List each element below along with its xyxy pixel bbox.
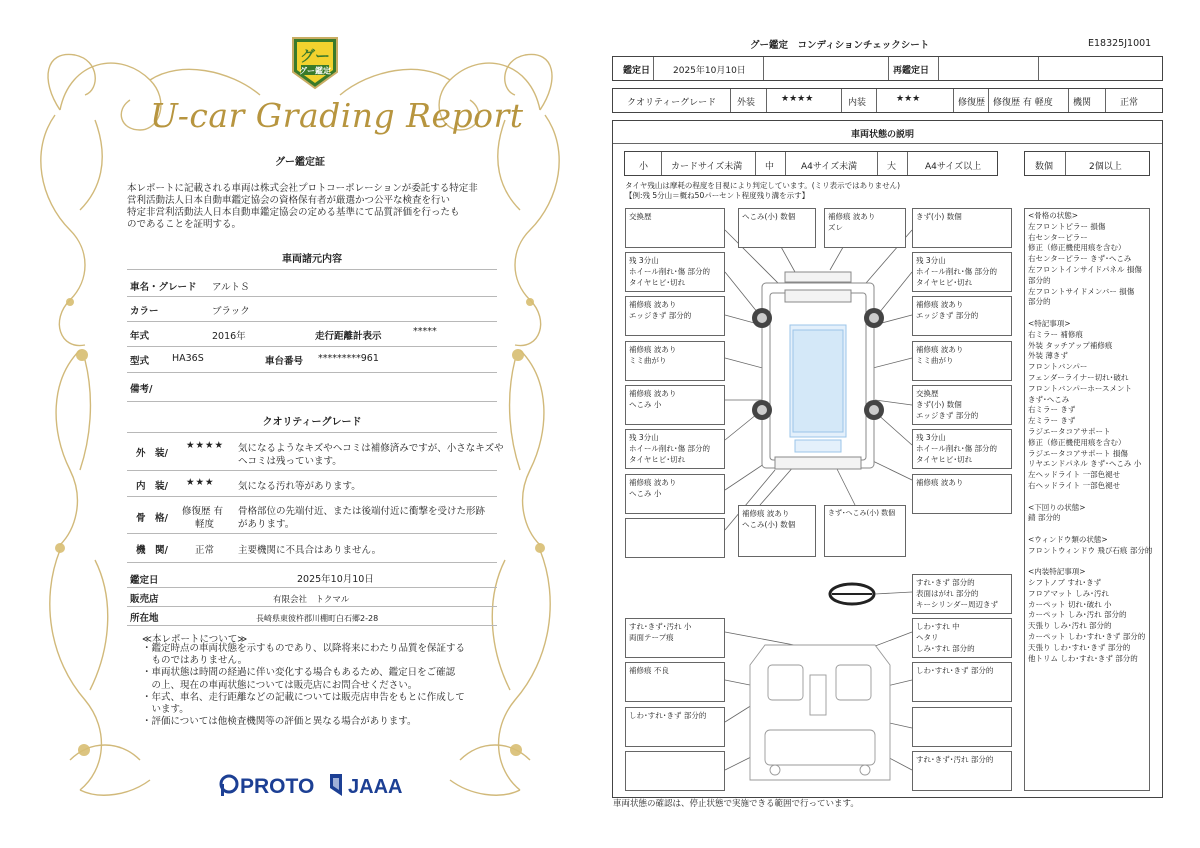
note-line: <ウィンドウ類の状態> [1028, 534, 1108, 544]
notice-line: ・鑑定時点の車両状態を示すものであり、以降将来にわたり品質を保証する [142, 643, 466, 654]
note-box: 交換歴 きず(小) 数個 エッジきず 部分的 [912, 385, 1012, 425]
interior-value: ★★★ [896, 94, 921, 104]
notice-list [142, 643, 465, 728]
note-box: 交換歴 [625, 208, 725, 248]
dealer-value: 有限会社 トクマル [273, 595, 350, 605]
note-line: 天張り しみ･汚れ 部分的 [1028, 621, 1112, 631]
size-large: 大 [887, 162, 897, 172]
note-line: 右ヘッドライト 一部色褪せ [1028, 480, 1121, 490]
report-title: U-car Grading Report [150, 96, 524, 135]
engine-label: 機 関/ [136, 545, 168, 556]
note-line: 修正（修正機使用痕を含む） [1028, 243, 1126, 253]
note-box: 補修痕 波あり ズレ [824, 208, 906, 248]
sheet-title: グー鑑定 コンディションチェックシート [750, 40, 930, 51]
size-medium-desc: A4サイズ未満 [801, 162, 858, 172]
svg-text:グー: グー [299, 47, 331, 65]
frame-label: 骨 格/ [136, 513, 168, 524]
year-label: 年式 [130, 331, 150, 342]
repair-label: 修復歴 [958, 98, 986, 108]
notice-line: ものではありません。 [142, 655, 248, 667]
note-box: 補修痕 波あり [912, 474, 1012, 514]
note-box [912, 707, 1012, 747]
note-line: 外装 タッチアップ補修痕 [1028, 340, 1113, 350]
name-label: 車名・グレード [130, 282, 197, 293]
steering-wheel-icon [830, 584, 874, 604]
interior-rating: ★★★ [186, 477, 215, 488]
footer-logos [218, 770, 418, 804]
engine-rating: 正常 [195, 545, 215, 556]
note-line: 外装 薄きず [1028, 351, 1068, 361]
divider [127, 346, 497, 347]
exterior-desc: 気になるようなキズやヘコミは補修済みですが、小さなキズや [238, 443, 504, 454]
condition-check-sheet [600, 0, 1200, 848]
note-box [625, 518, 725, 558]
note-line: カーペット 切れ･破れ 小 [1028, 599, 1112, 609]
note-line: 天張り しわ･すれ･きず 部分的 [1028, 642, 1131, 652]
mileage-label: 走行距離計表示 [315, 331, 382, 342]
note-box: 補修痕 波あり へこみ 小 [625, 385, 725, 425]
note-box: 補修痕 波あり ミミ曲がり [912, 341, 1012, 381]
condition-title: 車両状態の説明 [851, 130, 915, 140]
count-label: 数個 [1035, 162, 1054, 172]
notice-line: ・評価については他検査機関等の評価と異なる場合があります。 [142, 716, 417, 728]
color-label: カラー [130, 306, 159, 317]
frame-rating-level: 軽度 [195, 519, 215, 530]
car-outline-icon [762, 272, 874, 469]
note-line [1028, 492, 1146, 503]
car-interior-icon [750, 645, 890, 780]
frame-rating: 修復歴 有 [182, 506, 224, 517]
exterior-value: ★★★★ [781, 94, 814, 104]
model-value: HA36S [172, 353, 204, 364]
note-line: ラジエータコアサポート 損傷 [1028, 448, 1128, 458]
note-box: きず(小) 数個 [912, 208, 1012, 248]
certificate-line: 本レポートに記載される車両は株式会社プロトコーポレーションが委託する特定非 [127, 183, 478, 194]
goo-kantei-logo [287, 32, 343, 92]
svg-text:グー鑑定: グー鑑定 [299, 66, 331, 76]
note-box: 残 3分山 ホイール削れ･傷 部分的 タイヤヒビ･切れ [625, 252, 725, 292]
note-line [1028, 524, 1146, 535]
certificate-line: 営利活動法人日本自動車鑑定協会の資格保有者が厳選かつ公平な検査を行い [127, 195, 451, 206]
note-line: 他トリム しわ･すれ･きず 部分的 [1028, 653, 1138, 663]
divider [127, 296, 497, 297]
notice-line: ・車両状態は時間の経過に伴い変化する場合もあるため、鑑定日をご確認 [142, 667, 456, 679]
note-line: フェンダーライナー切れ･破れ [1028, 372, 1129, 382]
note-line: フロントウィンドウ 飛び石痕 部分的 [1028, 545, 1153, 555]
note-box: すれ･きず･汚れ 部分的 [912, 751, 1012, 791]
divider [127, 606, 497, 607]
note-line: 修正（修正機使用痕を含む） [1028, 437, 1126, 447]
remarks-label: 備考/ [130, 384, 153, 395]
note-box: 補修痕 波あり エッジきず 部分的 [625, 296, 725, 336]
mileage-value: ***** [413, 326, 437, 337]
size-small-desc: カードサイズ未満 [671, 162, 743, 172]
note-line: <下回りの状態> [1028, 502, 1086, 512]
note-box [625, 751, 725, 791]
tire-note: タイヤ残山は摩耗の程度を目視により判定しています。(ミリ表示ではありません) [625, 181, 901, 190]
note-box: 補修痕 波あり へこみ 小 [625, 474, 725, 514]
divider [127, 562, 497, 563]
footer-note: 車両状態の確認は、停止状態で実施できる範囲で行っています。 [613, 799, 859, 809]
size-large-desc: A4サイズ以上 [925, 162, 982, 172]
count-desc: 2個以上 [1089, 162, 1122, 172]
divider [127, 321, 497, 322]
notice-title: ≪本レポートについて≫ [142, 634, 248, 645]
dealer-label: 販売店 [130, 594, 159, 605]
interior-label: 内 装/ [136, 481, 168, 492]
model-label: 型式 [130, 356, 150, 367]
appraisal-date-label: 鑑定日 [130, 575, 159, 586]
frame-desc: があります。 [238, 519, 295, 530]
note-line [1028, 557, 1146, 568]
divider [127, 533, 497, 534]
certificate-text [127, 183, 497, 231]
exterior-rating: ★★★★ [186, 440, 225, 451]
address-label: 所在地 [130, 613, 159, 624]
quality-title: クオリティーグレード [262, 417, 362, 428]
tire-note-example: 【例:残 5分山＝概ね50パーセント程度残り溝を示す】 [625, 191, 810, 200]
note-line [1028, 308, 1146, 319]
engine-label: 機関 [1073, 98, 1092, 108]
certificate-line: のであることを証明する。 [127, 219, 242, 230]
brand-logos [218, 770, 418, 800]
note-box: 残 3分山 ホイール削れ･傷 部分的 タイヤヒビ･切れ [912, 252, 1012, 292]
specs-title: 車両諸元内容 [282, 254, 342, 265]
divider [127, 372, 497, 373]
note-line: <特記事項> [1028, 318, 1071, 328]
note-line: きず･へこみ [1028, 394, 1070, 404]
divider [127, 587, 497, 588]
quality-grade-label: クオリティーグレード [627, 98, 717, 108]
note-box: しわ･すれ･きず 部分的 [912, 662, 1012, 702]
note-line: 右センターピラー [1028, 232, 1088, 242]
notice-line: います。 [142, 704, 189, 716]
special-notes [1024, 208, 1153, 791]
divider [127, 432, 497, 433]
note-box: 補修痕 波あり へこみ(小) 数個 [738, 505, 816, 557]
divider [127, 625, 497, 626]
chassis-label: 車台番号 [265, 356, 304, 367]
certificate-line: 特定非営利活動法人日本自動車鑑定協会の定める基準にて品質評価を行ったも [127, 207, 460, 218]
svg-text:PROTO: PROTO [240, 775, 315, 798]
repair-value: 修復歴 有 軽度 [993, 98, 1053, 108]
note-box: しわ･すれ･きず 部分的 [625, 707, 725, 747]
note-line: カーペット しわ･すれ･きず 部分的 [1028, 632, 1146, 642]
note-line: 右ミラー 補修痕 [1028, 329, 1083, 339]
appraisal-date-value: 2025年10月10日 [673, 66, 746, 76]
note-box: へこみ(小) 数個 [738, 208, 816, 248]
note-box: すれ･きず･汚れ 小 両面テープ痕 [625, 618, 725, 658]
notice-line: の上、現在の車両状態については販売店にお問合せください。 [142, 679, 418, 691]
chassis-value: *********961 [318, 353, 379, 364]
note-line: 左フロントピラー 損傷 [1028, 221, 1106, 231]
note-box: 残 3分山 ホイール削れ･傷 部分的 タイヤヒビ･切れ [625, 429, 725, 469]
note-box: 残 3分山 ホイール削れ･傷 部分的 タイヤヒビ･切れ [912, 429, 1012, 469]
year-value: 2016年 [212, 331, 246, 342]
note-line: <内装特記事項> [1028, 567, 1086, 577]
note-line: シフトノブ すれ･きず [1028, 578, 1102, 588]
exterior-label: 外 装/ [136, 448, 168, 459]
note-line: 左ヘッドライト 一部色褪せ [1028, 470, 1121, 480]
divider [127, 269, 497, 270]
svg-text:JAAA: JAAA [348, 776, 403, 798]
note-box: 補修痕 波あり エッジきず 部分的 [912, 296, 1012, 336]
appraisal-date-value: 2025年10月10日 [297, 574, 374, 585]
notice-line: ・年式、車名、走行距離などの記載については販売店申告をもとに作成して [142, 691, 465, 703]
divider [127, 496, 497, 497]
note-box: 補修痕 不良 [625, 662, 725, 702]
note-box: きず･へこみ(小) 数個 [824, 505, 906, 557]
note-line: 左フロントインサイドパネル 損傷 [1028, 264, 1142, 274]
divider [127, 401, 497, 402]
name-value: アルトＳ [212, 282, 250, 293]
divider [127, 470, 497, 471]
note-box: しわ･すれ 中 ヘタリ しみ･すれ 部分的 [912, 618, 1012, 658]
note-line: <骨格の状態> [1028, 211, 1079, 220]
exterior-desc: ヘコミは残っています。 [238, 456, 342, 467]
reappraisal-date-label: 再鑑定日 [893, 66, 930, 76]
note-line: 部分的 [1028, 297, 1051, 307]
size-small: 小 [639, 162, 649, 172]
certificate-title: グー鑑定証 [275, 157, 325, 168]
size-medium: 中 [765, 162, 775, 172]
note-line: 右センターピラー きず･へこみ [1028, 254, 1132, 264]
engine-value: 正常 [1120, 98, 1139, 108]
note-box: 補修痕 波あり ミミ曲がり [625, 341, 725, 381]
note-line: 錆 部分的 [1028, 513, 1061, 523]
note-line: 右ミラー きず [1028, 405, 1076, 415]
exterior-label: 外装 [737, 98, 756, 108]
note-box: すれ･きず 部分的 表面はがれ 部分的 キーシリンダー周辺きず [912, 574, 1012, 614]
frame-desc: 骨格部位の先端付近、または後端付近に衝撃を受けた形跡 [238, 506, 486, 517]
note-line: フロントバンパー [1028, 362, 1088, 372]
note-line: フロアマット しみ･汚れ [1028, 588, 1109, 598]
note-line: 部分的 [1028, 275, 1051, 285]
note-line: 左ミラー きず [1028, 416, 1076, 426]
color-value: ブラック [212, 306, 250, 317]
note-line: リヤエンドパネル きず･へこみ 小 [1028, 459, 1142, 469]
note-line: フロントバンパーホースメント [1028, 383, 1132, 393]
appraisal-date-label: 鑑定日 [623, 66, 651, 76]
interior-desc: 気になる汚れ等があります。 [238, 481, 361, 492]
interior-label: 内装 [848, 98, 867, 108]
note-line: ラジエータコアサポート [1028, 426, 1111, 436]
sheet-id: E18325J1001 [1088, 38, 1152, 49]
engine-desc: 主要機関に不具合はありません。 [238, 545, 382, 556]
note-line: カーペット しみ･汚れ 部分的 [1028, 610, 1127, 620]
address-value: 長崎県東彼杵郡川棚町白石郷2-28 [256, 614, 379, 623]
note-line: 左フロントサイドメンバー 損傷 [1028, 286, 1135, 296]
